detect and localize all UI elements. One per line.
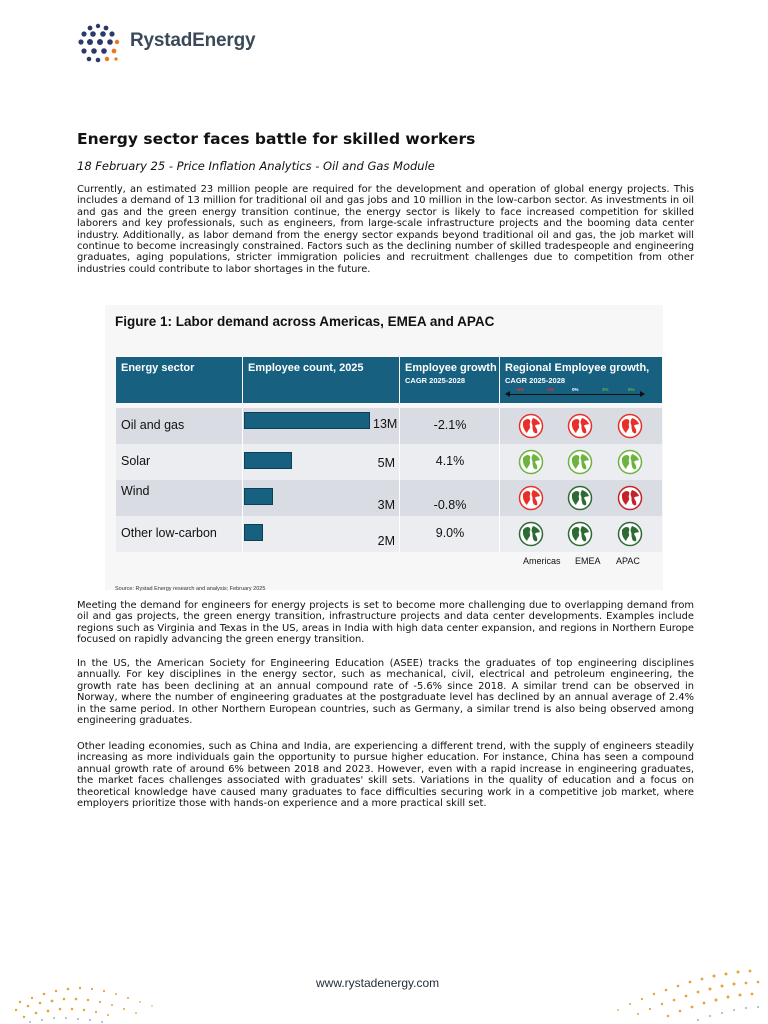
tick-label: -6% <box>516 387 525 392</box>
growth-cell <box>400 408 500 444</box>
regional-cell <box>500 480 662 516</box>
tick-label: 6% <box>628 387 635 392</box>
employee-count-bar <box>244 524 263 541</box>
sector-cell <box>116 444 243 480</box>
table-row <box>116 480 662 516</box>
sector-cell <box>116 480 243 516</box>
employee-count-bar <box>244 452 292 469</box>
paragraph-china-india: Other leading economies, such as China and India, are experiencing a different trend, with the supply of engineers steadily increasing as more individuals gain the opportunity to pursue higher education. For instance, China has seen a compound annual growth rate of around 6% between 2018 and 2023. However, even with a rapid increase in engineering graduates, the market faces challenges associated with graduates' skill sets. Variations in the quality of education and a focus on theoretical knowledge have caused many graduates to face difficulties securing work in a competitive job market, where employers prioritize those with hands-on experience and a more practical skill set. <box>77 741 694 810</box>
count-cell <box>243 480 400 516</box>
employee-count-label: 13M <box>373 417 398 431</box>
company-logo <box>76 22 266 64</box>
globe-icon <box>617 485 643 511</box>
regional-cell <box>500 408 662 444</box>
employee-count-bar <box>244 412 370 429</box>
regional-cell <box>500 516 662 552</box>
table-row <box>116 408 662 444</box>
globe-icon <box>518 449 544 475</box>
footer-dots-right <box>518 954 768 1024</box>
growth-cell <box>400 444 500 480</box>
header-regional <box>500 357 662 403</box>
header-count-label: Employee count, 2025 <box>248 362 364 374</box>
globe-icon <box>617 449 643 475</box>
region-label-apac: APAC <box>616 556 640 566</box>
count-cell <box>243 516 400 552</box>
region-label-americas: Americas <box>523 556 561 566</box>
sector-cell <box>116 408 243 444</box>
sector-name: Wind <box>121 484 150 498</box>
count-cell <box>243 408 400 444</box>
figure-labor-demand <box>105 305 663 590</box>
globe-icon <box>518 521 544 547</box>
growth-value: -2.1% <box>433 418 467 432</box>
growth-value: 4.1% <box>435 454 465 468</box>
globe-icon <box>567 413 593 439</box>
growth-value: -0.8% <box>433 498 467 512</box>
table-row <box>116 444 662 480</box>
figure-source: Source: Rystad Energy research and analysis; February 2025 <box>115 586 266 592</box>
growth-cell <box>400 480 500 516</box>
article-title: Energy sector faces battle for skilled workers <box>77 130 476 148</box>
table-header <box>116 357 662 403</box>
footer-url-link[interactable]: www.rystadenergy.com <box>316 976 440 990</box>
globe-icon <box>518 413 544 439</box>
globe-icon <box>567 485 593 511</box>
header-growth <box>400 357 500 403</box>
count-cell <box>243 444 400 480</box>
logo-text: RystadEnergy <box>130 30 256 51</box>
paragraph-us-asee: In the US, the American Society for Engineering Education (ASEE) tracks the graduates of top engineering disciplines annually. For key disciplines in the energy sector, such as mechanical, civil, electrical and petroleum engineering, the growth rate has been declining at an annual compound rate of -5.6% since 2018. A similar trend can be observed in Norway, where the number of engineering graduates at the postgraduate level has declined by an annual average of 2.4% in the same period. In other Northern European countries, such as Germany, a similar trend is also being observed among engineering graduates. <box>77 658 694 727</box>
growth-cell <box>400 516 500 552</box>
header-sector <box>116 357 243 403</box>
scale-arrow <box>506 394 644 395</box>
regional-scale <box>506 387 644 397</box>
regional-cell <box>500 444 662 480</box>
footer-dots-left <box>0 954 250 1024</box>
sector-name: Oil and gas <box>121 418 185 432</box>
growth-value: 9.0% <box>435 526 465 540</box>
employee-count-label: 5M <box>377 456 395 470</box>
header-regional-sub: CAGR 2025-2028 <box>505 376 566 385</box>
sector-name: Solar <box>121 454 151 468</box>
employee-count-label: 2M <box>377 534 395 548</box>
header-regional-label: Regional Employee growth, <box>505 362 650 374</box>
arrow-right-icon <box>640 391 645 397</box>
header-sector-label: Energy sector <box>121 362 195 374</box>
header-count <box>243 357 400 403</box>
figure-title: Figure 1: Labor demand across Americas, EMEA and APAC <box>115 314 495 329</box>
logo-dots-icon <box>76 22 120 64</box>
globe-icon <box>617 413 643 439</box>
globe-icon <box>617 521 643 547</box>
region-label-emea: EMEA <box>575 556 601 566</box>
sector-cell <box>116 516 243 552</box>
paragraph-intro: Currently, an estimated 23 million people are required for the development and operation of global energy projects. This includes a demand of 13 million for traditional oil and gas jobs and 10 million in the low-carbon sector. As investments in oil and gas and the green energy transition continue, the energy sector is likely to face increased competition for skilled laborers and key professionals, such as engineers, from large-scale infrastructure projects and the booming data center industry. Additionally, as labor demand from the energy sector expands beyond traditional oil and gas, the job market will continue to become increasingly constrained. Factors such as the declining number of skilled tradespeople and engineering graduates, aging populations, stricter immigration policies and recruitment challenges due to competition from other industries could contribute to labor shortages in the future. <box>77 184 694 275</box>
paragraph-engineers: Meeting the demand for engineers for energy projects is set to become more challenging due to overlapping demand from oil and gas projects, the green energy transition, infrastructure projects and data center developments. Examples include regions such as Virginia and Texas in the US, areas in India with high data center expansion, and regions in Northern Europe focused on rapidly advancing the green energy transition. <box>77 600 694 646</box>
employee-count-bar <box>244 488 273 505</box>
sector-name: Other low-carbon <box>121 526 217 540</box>
header-growth-label: Employee growth <box>405 362 497 374</box>
employee-count-label: 3M <box>377 498 395 512</box>
arrow-left-icon <box>505 391 510 397</box>
tick-label: 0% <box>572 387 579 392</box>
tick-label: 3% <box>602 387 609 392</box>
article-subtitle: 18 February 25 - Price Inflation Analytics - Oil and Gas Module <box>77 159 435 173</box>
globe-icon <box>518 485 544 511</box>
globe-icon <box>567 521 593 547</box>
tick-label: -3% <box>546 387 555 392</box>
table-row <box>116 516 662 552</box>
globe-icon <box>567 449 593 475</box>
header-growth-sub: CAGR 2025-2028 <box>405 376 466 385</box>
